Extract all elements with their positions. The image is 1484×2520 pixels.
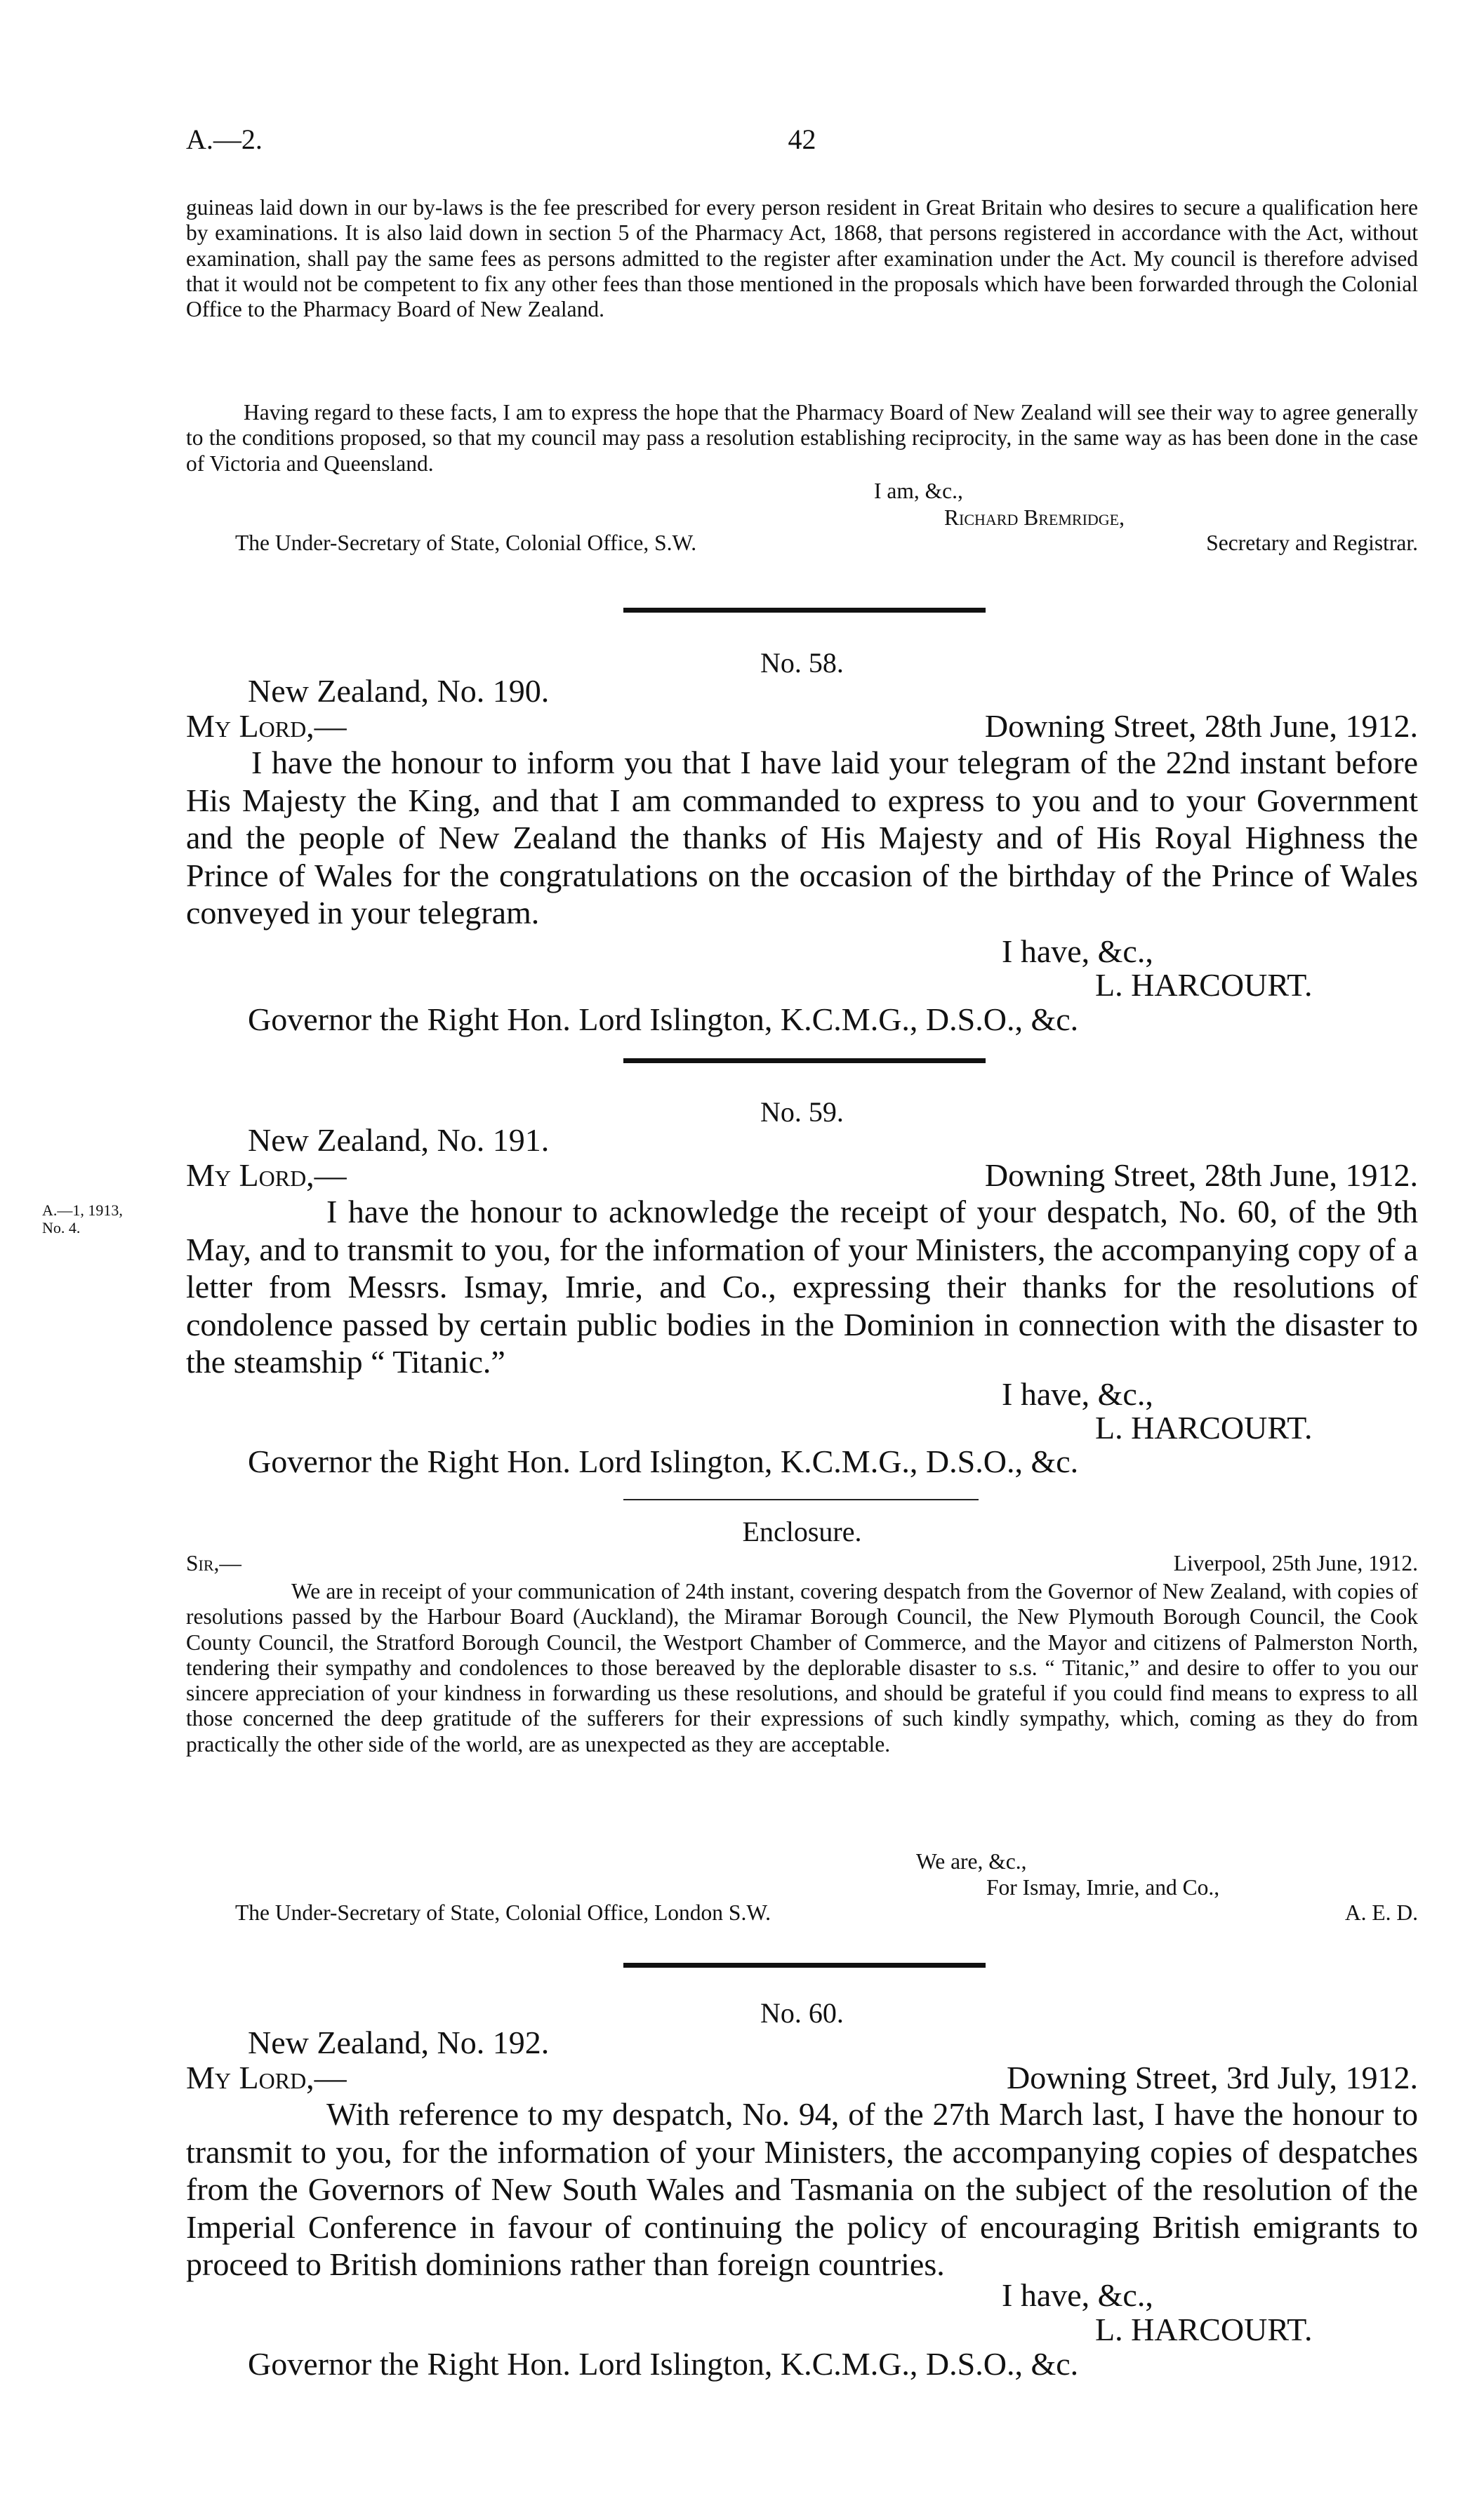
despatch60-signatory: L. HARCOURT.: [1095, 2312, 1313, 2347]
despatch60-salutation: My Lord,—: [186, 2060, 347, 2095]
despatch58-salutation: My Lord,—: [186, 708, 347, 744]
letter1-signatory: Richard Bremridge,: [944, 505, 1125, 530]
despatch59-addressee: Governor the Right Hon. Lord Islington, K.C.M.G., D.S.O., &c.: [248, 1444, 1079, 1479]
page-header: [186, 123, 1418, 165]
letter1-signatory-title: Secretary and Registrar.: [1206, 531, 1418, 555]
enclosure-addressee-row: [186, 1900, 1418, 1928]
letter1-para1: guineas laid down in our by-laws is the fee prescribed for every person resident in Great Britain who desires to secure a qualification here by examinations. It is also laid down in section 5 of the Pharmacy Act, 1868, that persons registered in accordance with the Act, without examination, shall pay the same fees as persons admitted to the register after examination under the Act. My council is therefore advised that it would not be competent to fix any other fees than those mentioned in the proposals which have been forwarded through the Colonial Office to the Pharmacy Board of New Zealand.: [186, 195, 1418, 322]
document-reference: A.—2.: [186, 124, 263, 155]
enclosure-signatory-row: [186, 1875, 1418, 1903]
enclosure-salutation: Sir,—: [186, 1551, 241, 1575]
section-divider: [623, 608, 986, 613]
despatch60-salutation-row: [186, 2059, 1418, 2098]
letter1-addressee-row: [186, 531, 1418, 559]
despatch60-ref: New Zealand, No. 192.: [248, 2025, 550, 2060]
enclosure-initials: A. E. D.: [1344, 1900, 1418, 1925]
despatch58-place-date: Downing Street, 28th June, 1912.: [984, 708, 1418, 744]
letter1-addressee: The Under-Secretary of State, Colonial Office, S.W.: [235, 531, 697, 555]
despatch58-closing: I have, &c.,: [1002, 933, 1153, 969]
enclosure-closing: We are, &c.,: [916, 1849, 1027, 1874]
despatch59-number: No. 59.: [760, 1096, 844, 1128]
despatch58-signatory: L. HARCOURT.: [1095, 967, 1313, 1003]
despatch59-margin-note: [42, 1201, 123, 1236]
despatch59-addressee-row: [186, 1443, 1418, 1482]
despatch59-closing: I have, &c.,: [1002, 1376, 1153, 1412]
despatch60-closing-row: [186, 2276, 1418, 2316]
letter1-closing: I am, &c.,: [874, 479, 963, 503]
despatch58-signatory-row: [186, 966, 1418, 1006]
despatch58-body: I have the honour to inform you that I have laid your telegram of the 22nd instant before His Majesty the King, and that I am commanded to express to you and to your Government and the people of New Zealand the thanks of His Majesty and of His Royal Highness the Prince of Wales for the congratulations on the occasion of the birthday of the Prince of Wales conveyed in your telegram.: [186, 745, 1418, 931]
enclosure-body: We are in receipt of your communication of 24th instant, covering despatch from the Governor of New Zealand, with copies of resolutions passed by the Harbour Board (Auckland), the Miramar Borough Council, the New Plymouth Borough Council, the Cook County Council, the Stratford Borough Council, the Westport Chamber of Commerce, and the Mayor and citizens of Palmerston North, tendering their sympathy and condolences to those bereaved by the deplorable disaster to s.s. “ Titanic,” and desire to offer to you our sincere appreciation of your kindness in forwarding us these resolutions, and should be grateful if you could find means to express to all those concerned the deep gratitude of the sufferers for their expressions of such kindly sympathy, which, coming as they do from practically the other side of the world, are as unexpected as they are acceptable.: [186, 1579, 1418, 1756]
despatch60-ref-row: [186, 2024, 1418, 2063]
despatch60-addressee: Governor the Right Hon. Lord Islington, K.C.M.G., D.S.O., &c.: [248, 2346, 1079, 2382]
despatch58-ref: New Zealand, No. 190.: [248, 673, 550, 709]
section-divider: [623, 1058, 986, 1063]
despatch60-signatory-row: [186, 2311, 1418, 2350]
enclosure-closing-row: [186, 1849, 1418, 1877]
margin-note-line1: A.—1, 1913,: [42, 1201, 123, 1219]
section-divider: [623, 1963, 986, 1968]
enclosure-place-date: Liverpool, 25th June, 1912.: [1173, 1551, 1418, 1575]
despatch59-ref-row: [186, 1121, 1418, 1161]
despatch60-place-date: Downing Street, 3rd July, 1912.: [1006, 2060, 1418, 2095]
enclosure-salutation-row: [186, 1551, 1418, 1579]
despatch60-body: With reference to my despatch, No. 94, of the 27th March last, I have the honour to transmit to you, for the information of your Ministers, the accompanying copies of despatches from the Governors of New South Wales and Tasmania on the subject of the resolution of the Imperial Conference in favour of continuing the policy of encouraging British emigrants to proceed to British dominions rather than foreign countries.: [186, 2096, 1418, 2282]
letter1-closing-row: [186, 479, 1418, 507]
despatch58-addressee-row: [186, 1001, 1418, 1040]
despatch58-ref-row: [186, 672, 1418, 712]
despatch59-salutation-row: [186, 1156, 1418, 1196]
enclosure-addressee: The Under-Secretary of State, Colonial Office, London S.W.: [235, 1900, 771, 1925]
enclosure-signatory: For Ismay, Imrie, and Co.,: [986, 1875, 1220, 1900]
page-number: 42: [788, 124, 816, 155]
despatch58-number: No. 58.: [760, 647, 844, 679]
letter1-para2: Having regard to these facts, I am to express the hope that the Pharmacy Board of New Zealand will see their way to agree generally to the conditions proposed, so that my council may pass a resolution establishing reciprocity, in the same way as has been done in the case of Victoria and Queensland.: [186, 400, 1418, 476]
despatch59-signatory: L. HARCOURT.: [1095, 1410, 1313, 1446]
despatch58-salutation-row: [186, 707, 1418, 747]
despatch60-closing: I have, &c.,: [1002, 2277, 1153, 2313]
despatch60-addressee-row: [186, 2345, 1418, 2385]
despatch60-number: No. 60.: [760, 1997, 844, 2029]
letter1-signatory-row: [186, 505, 1418, 533]
enclosure-divider: [623, 1499, 979, 1500]
enclosure-heading: Enclosure.: [742, 1516, 862, 1547]
despatch58-addressee: Governor the Right Hon. Lord Islington, K.C.M.G., D.S.O., &c.: [248, 1001, 1079, 1037]
despatch59-ref: New Zealand, No. 191.: [248, 1122, 550, 1158]
despatch59-salutation: My Lord,—: [186, 1157, 347, 1193]
despatch59-place-date: Downing Street, 28th June, 1912.: [984, 1157, 1418, 1193]
margin-note-line2: No. 4.: [42, 1219, 81, 1236]
despatch59-body: I have the honour to acknowledge the receipt of your despatch, No. 60, of the 9th May, and to transmit to you, for the information of your Ministers, the accompanying copy of a letter from Messrs. Ismay, Imrie, and Co., expressing their thanks for the resolutions of condolence passed by certain public bodies in the Dominion in connection with the disaster to the steamship “ Titanic.”: [186, 1194, 1418, 1380]
